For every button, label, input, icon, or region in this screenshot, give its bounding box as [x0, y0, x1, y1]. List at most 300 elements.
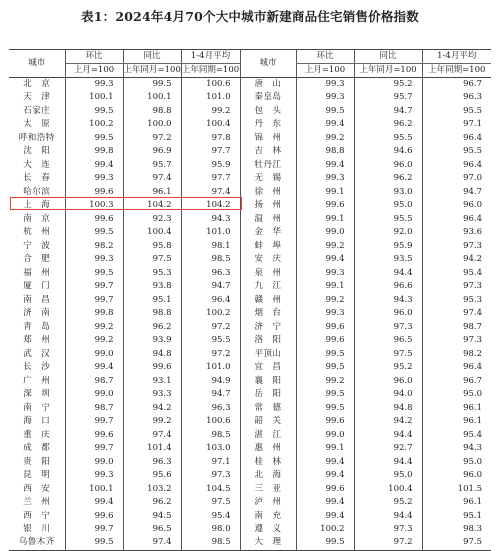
mom-value: 99.8 — [65, 307, 123, 320]
city-name: 吉 林 — [240, 145, 296, 158]
yoy-value: 98.8 — [123, 105, 181, 118]
table-title: 表1：2024年4月70个大中城市新建商品住宅销售价格指数 — [81, 9, 419, 24]
avg-value: 95.4 — [422, 429, 491, 442]
yoy-value: 95.2 — [354, 361, 422, 374]
avg-value: 96.4 — [422, 213, 491, 226]
mom-value: 99.5 — [296, 105, 354, 118]
city-column-header: 城市 — [240, 50, 296, 78]
mom-value: 99.4 — [296, 510, 354, 523]
avg-value: 96.1 — [422, 415, 491, 428]
city-name: 长 春 — [23, 173, 51, 184]
yoy-value: 99.5 — [123, 78, 181, 92]
yoy-value: 101.4 — [123, 442, 181, 455]
city-name: 南 昌 — [23, 294, 51, 305]
mom-value: 99.1 — [296, 186, 354, 199]
mom-value: 100.2 — [296, 523, 354, 536]
mom-value: 99.5 — [65, 226, 123, 239]
mom-value: 99.6 — [296, 415, 354, 428]
mom-value: 99.7 — [65, 442, 123, 455]
table-row — [9, 496, 491, 509]
yoy-column-header: 同比 — [354, 50, 422, 64]
city-name: 宜 昌 — [240, 361, 296, 374]
yoy-value: 95.7 — [354, 91, 422, 104]
avg-value: 95.3 — [422, 294, 491, 307]
table-row — [9, 91, 491, 104]
avg-value: 96.4 — [422, 361, 491, 374]
table-row — [9, 334, 491, 347]
avg-value: 101.0 — [181, 226, 240, 239]
city-name: 广 州 — [23, 375, 51, 386]
table-row — [9, 280, 491, 293]
mom-value: 99.5 — [296, 536, 354, 550]
city-name: 徐 州 — [240, 186, 296, 199]
yoy-value: 95.8 — [123, 240, 181, 253]
city-name: 平顶山 — [240, 348, 296, 361]
city-name: 韶 关 — [240, 415, 296, 428]
city-name: 上 海 — [23, 200, 51, 211]
yoy-value: 95.2 — [354, 78, 422, 92]
yoy-value: 94.8 — [123, 348, 181, 361]
yoy-value: 93.8 — [123, 280, 181, 293]
mom-value: 99.1 — [296, 280, 354, 293]
city-name: 成 都 — [23, 443, 51, 454]
city-name: 南 宁 — [23, 402, 51, 413]
yoy-value: 96.3 — [123, 456, 181, 469]
mom-value: 99.2 — [65, 334, 123, 347]
yoy-value: 99.2 — [123, 415, 181, 428]
mom-column-header: 环比 — [296, 50, 354, 64]
table-row — [9, 145, 491, 158]
city-column-header: 城市 — [9, 50, 65, 78]
city-name: 郑 州 — [23, 335, 51, 346]
avg-value: 97.0 — [422, 172, 491, 185]
city-name: 九 江 — [240, 280, 296, 293]
yoy-value: 95.3 — [123, 267, 181, 280]
table-row — [9, 415, 491, 428]
city-name: 西 宁 — [23, 510, 51, 521]
mom-value: 99.6 — [65, 186, 123, 199]
yoy-column-header: 同比 — [123, 50, 181, 64]
avg-value: 101.0 — [181, 361, 240, 374]
yoy-value: 95.7 — [123, 159, 181, 172]
city-name: 襄 阳 — [240, 375, 296, 388]
mom-value: 99.0 — [65, 456, 123, 469]
mom-value: 99.5 — [296, 402, 354, 415]
yoy-value: 94.0 — [354, 388, 422, 401]
avg-value: 98.0 — [181, 523, 240, 536]
yoy-value: 100.0 — [123, 118, 181, 131]
table-row — [9, 442, 491, 455]
table-row — [9, 321, 491, 334]
yoy-value: 94.2 — [123, 402, 181, 415]
avg-value: 94.7 — [181, 388, 240, 401]
mom-value: 99.0 — [296, 429, 354, 442]
city-name: 扬 州 — [240, 199, 296, 212]
table-row — [9, 240, 491, 253]
yoy-value: 100.4 — [123, 226, 181, 239]
avg-value: 94.2 — [422, 253, 491, 266]
mom-value: 99.3 — [296, 307, 354, 320]
avg-value: 100.6 — [181, 415, 240, 428]
avg-value: 98.3 — [422, 523, 491, 536]
city-name: 岳 阳 — [240, 388, 296, 401]
table-row — [9, 483, 491, 496]
avg-value: 93.6 — [422, 226, 491, 239]
avg-value: 96.7 — [422, 78, 491, 92]
mom-value: 99.4 — [65, 159, 123, 172]
mom-value: 99.0 — [296, 226, 354, 239]
avg-value: 100.6 — [181, 78, 240, 92]
mom-value: 99.4 — [296, 159, 354, 172]
mom-value: 99.5 — [65, 105, 123, 118]
avg-value: 94.3 — [181, 213, 240, 226]
city-name: 乌鲁木齐 — [18, 537, 55, 548]
mom-column-header: 环比 — [65, 50, 123, 64]
yoy-value: 97.2 — [354, 536, 422, 550]
avg-value: 104.2 — [181, 199, 240, 212]
mom-value: 99.1 — [296, 442, 354, 455]
yoy-value: 95.0 — [354, 469, 422, 482]
city-name: 赣 州 — [240, 294, 296, 307]
city-name: 丹 东 — [240, 118, 296, 131]
mom-value: 99.6 — [296, 199, 354, 212]
table-row — [9, 294, 491, 307]
avg-value: 96.1 — [422, 402, 491, 415]
mom-value: 99.1 — [296, 213, 354, 226]
city-name: 济 南 — [23, 308, 51, 319]
yoy-value: 98.8 — [123, 307, 181, 320]
city-name: 南 京 — [23, 213, 51, 224]
city-name: 兰 州 — [23, 497, 51, 508]
avg-value: 97.4 — [181, 186, 240, 199]
yoy-value: 103.2 — [123, 483, 181, 496]
table-row — [9, 348, 491, 361]
mom-value: 99.2 — [296, 375, 354, 388]
mom-value: 98.8 — [296, 145, 354, 158]
table-row — [9, 199, 491, 212]
mom-base-label: 上月=100 — [296, 64, 354, 78]
table-row — [9, 105, 491, 118]
avg-value: 97.1 — [422, 118, 491, 131]
table-row — [9, 456, 491, 469]
mom-value: 99.3 — [296, 91, 354, 104]
city-name: 蚌 埠 — [240, 240, 296, 253]
city-name: 福 州 — [23, 267, 51, 278]
table-row — [9, 78, 491, 92]
avg-value: 97.3 — [181, 469, 240, 482]
city-name: 洛 阳 — [240, 334, 296, 347]
city-name: 银 川 — [23, 523, 51, 534]
city-name: 长 沙 — [23, 362, 51, 373]
avg-base-label: 上年同期=100 — [422, 64, 491, 78]
city-name: 大 理 — [240, 536, 296, 550]
yoy-value: 96.5 — [354, 334, 422, 347]
city-name: 石家庄 — [23, 105, 51, 116]
table-row — [9, 510, 491, 523]
yoy-value: 97.3 — [354, 523, 422, 536]
avg-value: 96.4 — [422, 159, 491, 172]
yoy-value: 94.4 — [354, 456, 422, 469]
avg-value: 98.2 — [422, 348, 491, 361]
avg-value: 103.0 — [181, 442, 240, 455]
city-name: 厦 门 — [23, 281, 51, 292]
city-name: 泉 州 — [240, 267, 296, 280]
table-row — [9, 388, 491, 401]
mom-value: 99.4 — [65, 361, 123, 374]
yoy-value: 95.0 — [354, 199, 422, 212]
mom-value: 99.7 — [65, 415, 123, 428]
yoy-value: 95.2 — [354, 496, 422, 509]
mom-value: 99.8 — [65, 145, 123, 158]
mom-value: 99.2 — [296, 132, 354, 145]
mom-value: 98.2 — [65, 240, 123, 253]
yoy-value: 94.2 — [354, 415, 422, 428]
mom-value: 99.0 — [65, 348, 123, 361]
mom-value: 99.7 — [65, 523, 123, 536]
mom-value: 99.5 — [65, 132, 123, 145]
avg-value: 98.5 — [181, 429, 240, 442]
yoy-value: 97.4 — [123, 429, 181, 442]
yoy-value: 93.5 — [354, 253, 422, 266]
city-name: 呼和浩特 — [18, 132, 55, 143]
avg-value: 97.7 — [181, 145, 240, 158]
avg-value: 95.1 — [422, 510, 491, 523]
yoy-value: 97.3 — [354, 321, 422, 334]
mom-value: 100.3 — [65, 199, 123, 212]
yoy-value: 95.6 — [123, 469, 181, 482]
avg-value: 94.7 — [422, 186, 491, 199]
avg-value: 96.3 — [181, 267, 240, 280]
city-name: 天 津 — [23, 92, 51, 103]
city-name: 贵 阳 — [23, 456, 51, 467]
avg-value: 95.4 — [422, 267, 491, 280]
city-name: 锦 州 — [240, 132, 296, 145]
mom-value: 100.1 — [65, 483, 123, 496]
yoy-value: 96.2 — [354, 118, 422, 131]
city-name: 桂 林 — [240, 456, 296, 469]
mom-value: 99.3 — [296, 78, 354, 92]
mom-value: 99.3 — [65, 253, 123, 266]
mom-value: 99.6 — [65, 429, 123, 442]
mom-base-label: 上月=100 — [65, 64, 123, 78]
avg-value: 97.3 — [422, 240, 491, 253]
table-row — [9, 361, 491, 374]
city-name: 大 连 — [23, 159, 51, 170]
yoy-value: 94.4 — [354, 267, 422, 280]
mom-value: 99.6 — [296, 483, 354, 496]
yoy-value: 94.4 — [354, 510, 422, 523]
avg-value: 96.7 — [422, 375, 491, 388]
table-row — [9, 429, 491, 442]
city-name: 海 口 — [23, 416, 51, 427]
mom-value: 99.4 — [296, 253, 354, 266]
avg-value: 95.5 — [422, 105, 491, 118]
yoy-value: 96.2 — [123, 496, 181, 509]
mom-value: 99.4 — [296, 456, 354, 469]
avg-value: 95.9 — [181, 159, 240, 172]
city-name: 包 头 — [240, 105, 296, 118]
table-row — [9, 536, 491, 550]
city-name: 三 亚 — [240, 483, 296, 496]
yoy-value: 92.0 — [354, 226, 422, 239]
avg-column-header: 1-4月平均 — [422, 50, 491, 64]
yoy-value: 96.6 — [354, 280, 422, 293]
yoy-base-label: 上年同月=100 — [123, 64, 181, 78]
city-name: 湛 江 — [240, 429, 296, 442]
mom-value: 99.6 — [296, 334, 354, 347]
mom-value: 99.7 — [65, 294, 123, 307]
avg-value: 96.4 — [422, 132, 491, 145]
avg-value: 96.4 — [181, 294, 240, 307]
mom-value: 99.6 — [296, 321, 354, 334]
mom-value: 99.3 — [296, 172, 354, 185]
city-name: 秦皇岛 — [240, 91, 296, 104]
avg-value: 101.0 — [181, 91, 240, 104]
avg-value: 94.9 — [181, 375, 240, 388]
mom-value: 99.4 — [296, 118, 354, 131]
avg-value: 100.2 — [181, 307, 240, 320]
yoy-value: 100.4 — [354, 483, 422, 496]
avg-column-header: 1-4月平均 — [181, 50, 240, 64]
yoy-value: 95.5 — [354, 213, 422, 226]
city-name: 南 充 — [240, 510, 296, 523]
price-index-table — [9, 49, 491, 551]
table-row — [9, 172, 491, 185]
table-row — [9, 253, 491, 266]
yoy-value: 97.5 — [123, 253, 181, 266]
city-name: 西 安 — [23, 483, 51, 494]
city-name: 遵 义 — [240, 523, 296, 536]
city-name: 合 肥 — [23, 254, 51, 265]
city-name: 北 海 — [240, 469, 296, 482]
city-name: 青 岛 — [23, 321, 51, 332]
yoy-base-label: 上年同月=100 — [354, 64, 422, 78]
mom-value: 99.6 — [65, 510, 123, 523]
city-name: 惠 州 — [240, 442, 296, 455]
yoy-value: 97.5 — [354, 348, 422, 361]
yoy-value: 93.0 — [354, 186, 422, 199]
mom-value: 99.5 — [65, 267, 123, 280]
mom-value: 100.2 — [65, 118, 123, 131]
mom-value: 99.4 — [296, 469, 354, 482]
yoy-value: 96.2 — [354, 172, 422, 185]
mom-value: 99.3 — [65, 469, 123, 482]
avg-value: 98.7 — [422, 321, 491, 334]
city-name: 安 庆 — [240, 253, 296, 266]
avg-value: 104.5 — [181, 483, 240, 496]
yoy-value: 104.2 — [123, 199, 181, 212]
avg-value: 98.5 — [181, 536, 240, 550]
avg-value: 97.8 — [181, 132, 240, 145]
city-name: 无 锡 — [240, 172, 296, 185]
avg-value: 97.3 — [422, 334, 491, 347]
yoy-value: 94.6 — [354, 145, 422, 158]
avg-value: 96.0 — [422, 199, 491, 212]
table-row — [9, 118, 491, 131]
avg-value: 95.5 — [181, 334, 240, 347]
avg-value: 96.3 — [181, 402, 240, 415]
avg-value: 96.3 — [422, 91, 491, 104]
mom-value: 99.2 — [65, 321, 123, 334]
table-row — [9, 226, 491, 239]
city-name: 唐 山 — [240, 78, 296, 92]
city-name: 哈尔滨 — [23, 186, 51, 197]
mom-value: 99.2 — [296, 294, 354, 307]
avg-value: 97.2 — [181, 348, 240, 361]
yoy-value: 99.6 — [123, 361, 181, 374]
city-name: 沈 阳 — [23, 146, 51, 157]
avg-value: 97.4 — [422, 307, 491, 320]
mom-value: 100.1 — [65, 91, 123, 104]
yoy-value: 93.3 — [123, 388, 181, 401]
table-row — [9, 307, 491, 320]
mom-value: 99.3 — [65, 172, 123, 185]
city-name: 常 德 — [240, 402, 296, 415]
yoy-value: 94.5 — [123, 510, 181, 523]
city-name: 金 华 — [240, 226, 296, 239]
mom-value: 99.5 — [296, 348, 354, 361]
table-row — [9, 186, 491, 199]
avg-value: 100.4 — [181, 118, 240, 131]
city-name: 武 汉 — [23, 348, 51, 359]
yoy-value: 94.4 — [354, 429, 422, 442]
mom-value: 99.2 — [296, 240, 354, 253]
yoy-value: 92.7 — [354, 442, 422, 455]
mom-value: 99.7 — [65, 280, 123, 293]
mom-value: 99.3 — [65, 78, 123, 92]
yoy-value: 94.3 — [354, 294, 422, 307]
avg-value: 95.0 — [422, 388, 491, 401]
city-name: 烟 台 — [240, 307, 296, 320]
mom-value: 99.5 — [296, 388, 354, 401]
yoy-value: 93.1 — [123, 375, 181, 388]
table-row — [9, 469, 491, 482]
mom-value: 99.4 — [65, 496, 123, 509]
yoy-value: 96.9 — [123, 145, 181, 158]
yoy-value: 96.1 — [123, 186, 181, 199]
city-name: 济 宁 — [240, 321, 296, 334]
table-row — [9, 523, 491, 536]
avg-value: 96.0 — [422, 469, 491, 482]
avg-value: 97.7 — [181, 172, 240, 185]
yoy-value: 96.0 — [354, 375, 422, 388]
city-name: 牡丹江 — [240, 159, 296, 172]
yoy-value: 97.4 — [123, 536, 181, 550]
avg-value: 97.5 — [181, 496, 240, 509]
mom-value: 99.3 — [296, 267, 354, 280]
avg-value: 101.5 — [422, 483, 491, 496]
avg-value: 97.1 — [181, 456, 240, 469]
yoy-value: 95.1 — [123, 294, 181, 307]
mom-value: 99.0 — [65, 388, 123, 401]
avg-value: 94.3 — [422, 442, 491, 455]
avg-value: 95.0 — [422, 456, 491, 469]
city-name: 泸 州 — [240, 496, 296, 509]
mom-value: 99.4 — [296, 496, 354, 509]
avg-base-label: 上年同期=100 — [181, 64, 240, 78]
city-name: 深 圳 — [23, 389, 51, 400]
yoy-value: 96.5 — [123, 523, 181, 536]
mom-value: 99.5 — [65, 536, 123, 550]
city-name: 重 庆 — [23, 429, 51, 440]
city-name: 杭 州 — [23, 227, 51, 238]
yoy-value: 93.9 — [123, 334, 181, 347]
avg-value: 98.5 — [181, 253, 240, 266]
yoy-value: 97.2 — [123, 132, 181, 145]
avg-value: 96.1 — [422, 496, 491, 509]
avg-value: 98.1 — [181, 240, 240, 253]
table-row — [9, 267, 491, 280]
